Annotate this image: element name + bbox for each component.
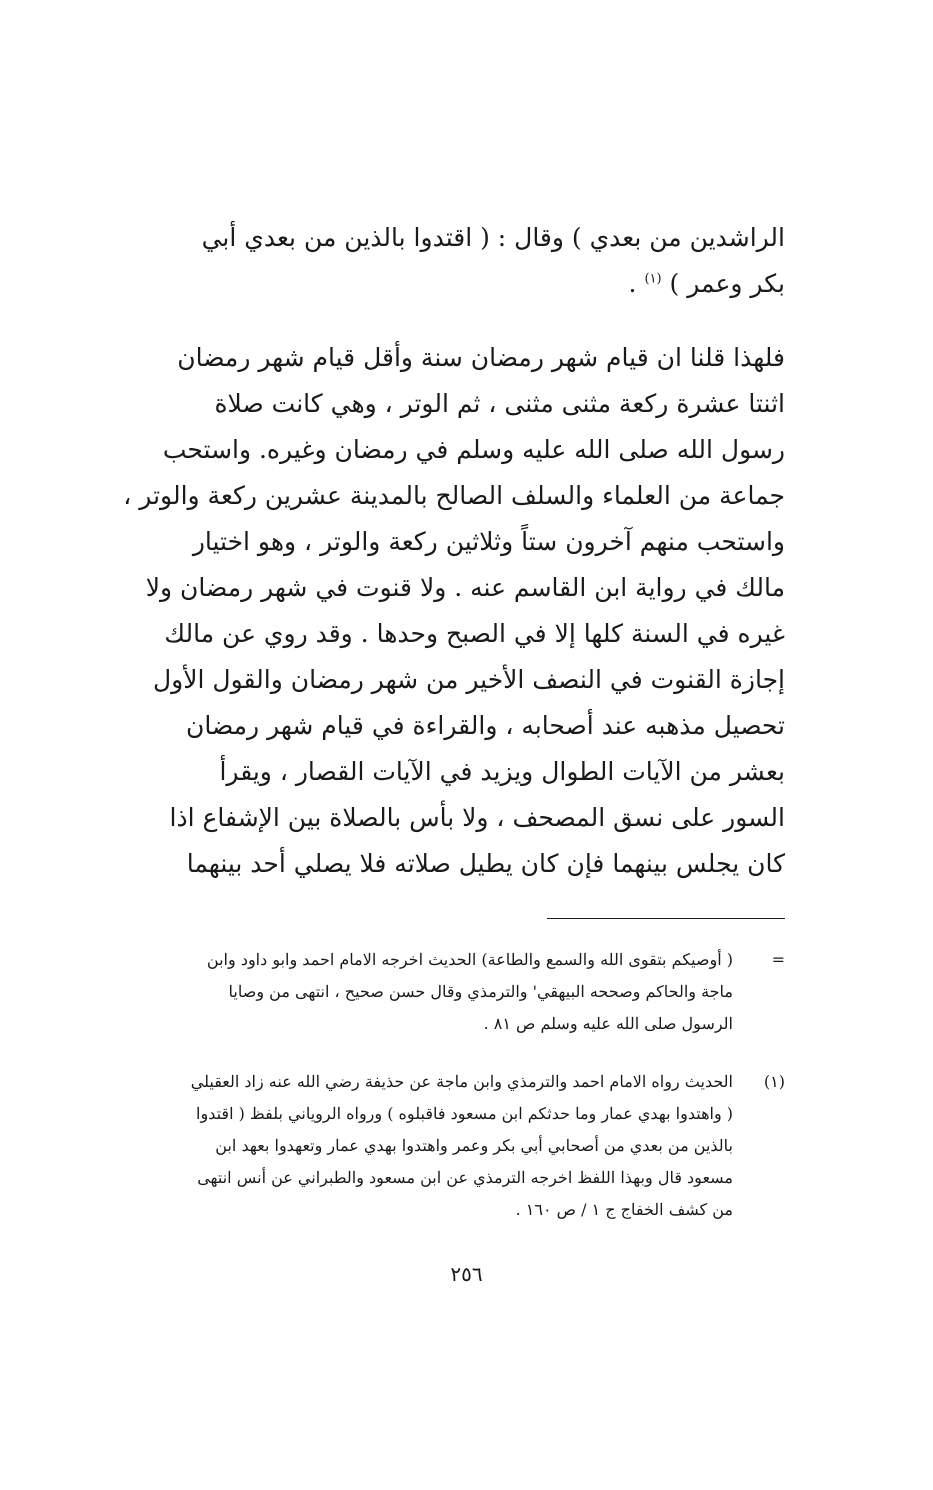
body-line: غيره في السنة كلها إلا في الصبح وحدها . وقد روي عن مالك	[164, 619, 785, 648]
main-paragraph	[105, 335, 785, 887]
body-line: السور على نسق المصحف ، ولا بأس بالصلاة بين الإشفاع اذا	[169, 803, 785, 832]
body-line	[105, 261, 785, 307]
footnote-line: الرسول صلى الله عليه وسلم ص ٨١ .	[483, 1014, 733, 1033]
footnote-line: الحديث رواه الامام احمد والترمذي وابن ماجة عن حذيفة رضي الله عنه زاد العقيلي	[190, 1072, 733, 1091]
body-line-text: بكر وعمر )	[669, 269, 785, 298]
period-mark: .	[628, 269, 637, 298]
continuation-paragraph	[105, 215, 785, 307]
body-line: الراشدين من بعدي ) وقال : ( اقتدوا بالذين من بعدي أبي	[201, 223, 785, 252]
footnote-line: ( واهتدوا بهدي عمار وما حدثكم ابن مسعود فاقبلوه ) ورواه الروياني بلفظ ( اقتدوا	[196, 1104, 733, 1123]
footnote-line: ( أوصيكم بتقوى الله والسمع والطاعة) الحديث اخرجه الامام احمد وابو داود وابن	[206, 950, 733, 969]
footnote-reference: (١)	[644, 271, 662, 287]
footnote-line: مسعود قال وبهذا اللفظ اخرجه الترمذي عن ابن مسعود والطبراني عن أنس انتهى	[197, 1168, 733, 1187]
footnote-1-marker: (١)	[763, 1072, 785, 1091]
body-line: اثنتا عشرة ركعة مثنى مثنى ، ثم الوتر ، وهي كانت صلاة	[214, 389, 785, 418]
footnote-continuation-marker: =	[771, 950, 785, 969]
body-line: تحصيل مذهبه عند أصحابه ، والقراءة في قيام شهر رمضان	[186, 711, 785, 740]
footnote-separator	[547, 918, 785, 919]
body-line: جماعة من العلماء والسلف الصالح بالمدينة عشرين ركعة والوتر ،	[123, 481, 785, 510]
footnote-continuation	[105, 944, 785, 1040]
body-line: كان يجلس بينهما فإن كان يطيل صلاته فلا يصلي أحد بينهما	[186, 849, 785, 878]
footnote-line: ماجة والحاكم وصححه البيهقي' والترمذي وقال حسن صحيح ، انتهى من وصايا	[228, 982, 733, 1001]
body-line: واستحب منهم آخرون ستاً وثلاثين ركعة والوتر ، وهو اختيار	[192, 527, 785, 556]
body-line: إجازة القنوت في النصف الأخير من شهر رمضان والقول الأول	[153, 665, 785, 694]
footnote-1	[105, 1066, 785, 1226]
body-line: رسول الله صلى الله عليه وسلم في رمضان وغيره. واستحب	[162, 435, 785, 464]
body-line: فلهذا قلنا ان قيام شهر رمضان سنة وأقل قيام شهر رمضان	[177, 343, 785, 372]
body-line: مالك في رواية ابن القاسم عنه . ولا قنوت في شهر رمضان ولا	[145, 573, 785, 602]
page-number: ٢٥٦	[450, 1262, 483, 1286]
footnote-line: من كشف الخفاج ج ١ / ص ١٦٠ .	[515, 1200, 733, 1219]
body-line: بعشر من الآيات الطوال ويزيد في الآيات القصار ، ويقرأ	[219, 757, 785, 786]
footnote-line: بالذين من بعدي من أصحابي أبي بكر وعمر واهتدوا بهدي عمار وتعهدوا بعهد ابن	[215, 1136, 733, 1155]
